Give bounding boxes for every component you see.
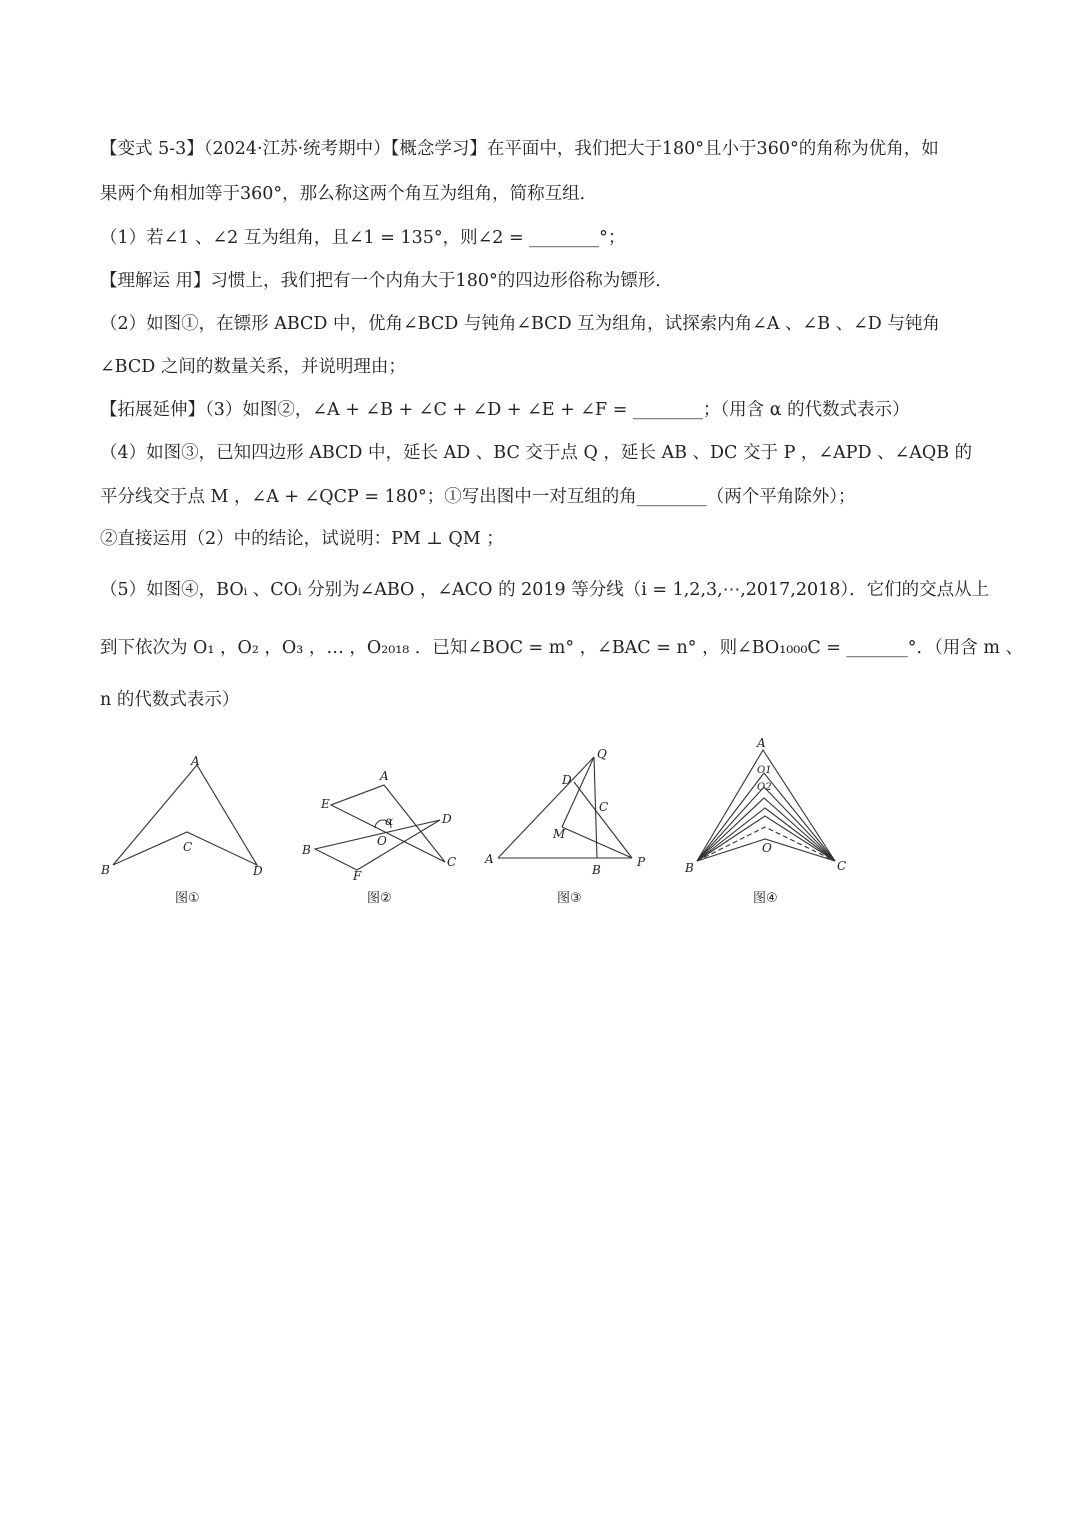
problem-line-10: ②直接运用（2）中的结论，试说明：PM ⊥ QM ； (100, 529, 504, 549)
figure-4-label-b: B (685, 861, 694, 875)
figure-2-caption: 图② (367, 891, 392, 906)
figure-2-label-c: C (447, 855, 457, 869)
problem-line-6: ∠BCD 之间的数量关系，并说明理由； (100, 357, 406, 377)
figure-2-label-d: D (442, 812, 452, 826)
figure-1-label-c: C (183, 840, 193, 854)
figure-4-caption: 图④ (753, 891, 778, 906)
figure-1-label-a: A (191, 754, 200, 768)
figure-2-label-b: B (302, 843, 311, 857)
problem-line-3: （1）若∠1 、∠2 互为组角，且∠1 = 135°，则∠2 = ________°； (100, 228, 626, 248)
figure-2-label-alpha: α (385, 814, 394, 828)
figure-3-label-a: A (485, 852, 494, 866)
problem-line-8: （4）如图③，已知四边形 ABCD 中，延长 AD 、BC 交于点 Q ，延长 AB 、DC 交于 P ，∠APD 、∠AQB 的 (100, 443, 973, 463)
figure-2-label-f: F (353, 869, 362, 883)
figure-1 (95, 735, 275, 885)
figure-2 (295, 735, 465, 885)
problem-line-5: （2）如图①，在镖形 ABCD 中，优角∠BCD 与钝角∠BCD 互为组角，试探索内角∠A 、∠B 、∠D 与钝角 (100, 314, 940, 334)
figure-3-label-q: Q (597, 747, 607, 761)
figure-3-label-m: M (553, 827, 566, 841)
figure-4-label-c: C (837, 859, 847, 873)
figure-4-label-a: A (757, 736, 766, 750)
problem-line-9: 平分线交于点 M ，∠A + ∠QCP = 180°；①写出图中一对互组的角________（两个平角除外）； (100, 487, 856, 507)
figure-3-caption: 图③ (557, 891, 582, 906)
figure-2-label-a: A (380, 769, 389, 783)
figure-1-label-d: D (253, 864, 263, 878)
figure-4 (675, 735, 855, 885)
figure-4-label-o: O (762, 841, 772, 855)
figure-3-label-b: B (592, 863, 601, 877)
problem-line-11: （5）如图④，BOᵢ 、COᵢ 分别为∠ABO ，∠ACO 的 2019 等分线（i = 1,2,3,⋯,2017,2018）．它们的交点从上 (100, 580, 990, 600)
figure-2-label-e: E (321, 797, 330, 811)
problem-line-2: 果两个角相加等于360°，那么称这两个角互为组角，简称互组． (100, 184, 598, 204)
figure-3-label-d: D (562, 773, 572, 787)
figure-1-caption: 图① (175, 891, 200, 906)
figure-2-label-o: O (377, 834, 387, 848)
figure-4-label-o2: O2 (757, 782, 772, 793)
figure-1-label-b: B (101, 863, 110, 877)
problem-line-4: 【理解运 用】习惯上，我们把有一个内角大于180°的四边形俗称为镖形． (100, 271, 673, 291)
figure-3 (480, 735, 660, 885)
figure-3-label-c: C (599, 800, 609, 814)
problem-line-1: 【变式 5-3】（2024·江苏·统考期中）【概念学习】在平面中，我们把大于180°且小于360°的角称为优角，如 (100, 139, 939, 159)
figure-3-label-p: P (637, 855, 646, 869)
problem-line-7: 【拓展延伸】（3）如图②，∠A + ∠B + ∠C + ∠D + ∠E + ∠F = ________；（用含 α 的代数式表示） (100, 400, 910, 420)
problem-line-13: n 的代数式表示） (100, 690, 240, 710)
figure-4-label-o1: O1 (757, 765, 772, 776)
problem-line-12: 到下依次为 O₁ ，O₂ ，O₃ ，… ，O₂₀₁₈ ．已知∠BOC = m° ，∠BAC = n° ，则∠BO₁₀₀₀C = _______°．（用含 m 、 (100, 638, 1023, 658)
